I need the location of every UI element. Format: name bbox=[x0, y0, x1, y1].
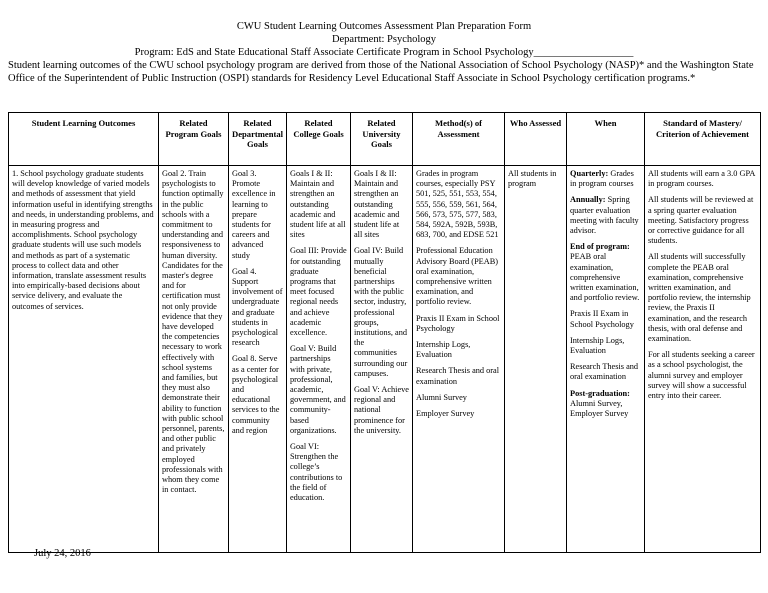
standard-criterion: For all students seeking a career as a school psychologist, the alumni survey and employer survey will show a successful entry into their career. bbox=[648, 350, 755, 401]
university-goal: Goal V: Achieve regional and national prominence for the university. bbox=[354, 385, 409, 435]
when-text: Spring quarter evaluation meeting with faculty advisor. bbox=[570, 195, 639, 236]
when-entry bbox=[570, 362, 641, 382]
assessment-method: Grades in program courses, especially PSY 501, 525, 551, 553, 554, 555, 556, 559, 561, 564, 566, 573, 575, 577, 583, 584, 592A, 592B, 593B, 683, 700, and EDSE 521 bbox=[416, 169, 499, 240]
col-header-university-goals: Related University Goals bbox=[351, 113, 413, 166]
standard-criterion: All students will successfully complete the PEAB oral examination, comprehensive written examination, and portfolio review, the internship review, the Praxis II examination, and the research thesis, with oral defense and examination. bbox=[648, 252, 751, 344]
college-goal: Goals I & II: Maintain and strengthen an outstanding academic and student life at all sites bbox=[290, 169, 346, 240]
assessment-method: Internship Logs, Evaluation bbox=[416, 340, 471, 360]
col-header-departmental-goals: Related Departmental Goals bbox=[229, 113, 287, 166]
when-label: Annually: bbox=[570, 195, 606, 205]
form-title: CWU Student Learning Outcomes Assessment Plan Preparation Form bbox=[236, 21, 532, 32]
assessment-method: Alumni Survey bbox=[416, 392, 467, 402]
assessment-method: Praxis II Exam in School Psychology bbox=[416, 313, 500, 333]
when-entry bbox=[570, 309, 641, 329]
cell-who bbox=[505, 166, 567, 553]
standard-criterion: All students will be reviewed at a spring quarter evaluation meeting. Satisfactory progress or corrective guidance for all students. bbox=[648, 195, 754, 246]
when-entry bbox=[570, 195, 641, 236]
university-goal: Goal IV: Build mutually beneficial partnerships with the public sector, industry, professional groups, institutions, and the communities surrounding our campuses. bbox=[354, 246, 408, 378]
departmental-goal: Goal 8. Serve as a center for psychological and educational services to the community and region bbox=[232, 354, 280, 435]
when-text: Praxis II Exam in School Psychology bbox=[570, 309, 634, 329]
when-text: Grades in program courses bbox=[570, 169, 634, 189]
program-goal-text: Goal 2. Train psychologists to function optimally in the public schools with a commitment to understanding and responsiveness to human diversity. Candidates for the master's degree and for certification must not only provide evidence that they have developed the competencies necessary to work effectively with school systems and families, but they must also demonstrate their ability to function with public school personnel, parents, and other public and privately employed professionals with whom they come in contact. bbox=[162, 169, 225, 495]
who-assessed-text: All students in program bbox=[508, 169, 557, 189]
college-goal: Goal V: Build partnerships with private, professional, academic, government, and community-based organizations. bbox=[290, 344, 346, 435]
when-text: Alumni Survey, Employer Survey bbox=[570, 398, 629, 419]
col-header-when: When bbox=[567, 113, 645, 166]
university-goal: Goals I & II: Maintain and strengthen an outstanding academic and student life at all sites bbox=[354, 169, 400, 240]
departmental-goal: Goal 4. Support involvement of undergraduate and graduate students in psychological research bbox=[232, 266, 283, 348]
col-header-college-goals: Related College Goals bbox=[287, 113, 351, 166]
when-text: Internship Logs, Evaluation bbox=[570, 335, 625, 356]
cell-college-goals bbox=[287, 166, 351, 553]
cell-departmental-goals bbox=[229, 166, 287, 553]
outcome-text: 1. School psychology graduate students will develop knowledge of varied models and methods of assessment that yield information useful in identifying strengths and needs, in understanding problems, and in measuring progress and accomplishments. School psychology graduate students will use such models and methods as part of a systematic process to collect data and other information, translate assessment results into empirically-based decisions about service delivery, and evaluate the outcomes of services. bbox=[12, 169, 154, 311]
when-label: End of program: bbox=[570, 242, 630, 252]
col-header-standard: Standard of Mastery/ Criterion of Achievement bbox=[645, 113, 761, 166]
when-entry bbox=[570, 336, 641, 356]
document-header bbox=[8, 20, 760, 59]
assessment-method: Research Thesis and oral examination bbox=[416, 366, 500, 386]
college-goal: Goal III: Provide for outstanding graduate programs that meet focused regional needs and achieve academic excellence. bbox=[290, 246, 347, 338]
department-line: Department: Psychology bbox=[331, 34, 437, 45]
departmental-goal: Goal 3. Promote excellence in learning to prepare students for careers and advanced study bbox=[232, 169, 276, 260]
cell-when bbox=[567, 166, 645, 553]
when-text: PEAB oral examination, comprehensive written examination, and portfolio review. bbox=[570, 252, 640, 303]
when-label: Post-graduation: bbox=[570, 388, 630, 398]
table-row bbox=[9, 166, 761, 553]
footer-date: July 24, 2016 bbox=[34, 548, 91, 559]
cell-program-goals bbox=[159, 166, 229, 553]
cell-methods bbox=[413, 166, 505, 553]
col-header-who: Who Assessed bbox=[505, 113, 567, 166]
when-entry bbox=[570, 242, 641, 303]
intro-paragraph: Student learning outcomes of the CWU school psychology program are derived from those of the National Association of School Psychology (NASP)* and the Washington State Office of the Superintendent of Public Instruction (OSPI) standards for Residency Level Educational Staff Associate in School Psychology certification programs.* bbox=[8, 60, 754, 84]
cell-university-goals bbox=[351, 166, 413, 553]
cell-standard bbox=[645, 166, 761, 553]
when-label: Quarterly: bbox=[570, 169, 609, 178]
table-header-row bbox=[9, 113, 761, 166]
college-goal: Goal VI: Strengthen the college’s contributions to the field of education. bbox=[290, 442, 343, 503]
assessment-plan-table bbox=[8, 112, 761, 553]
assessment-method: Professional Education Advisory Board (PEAB) oral examination, comprehensive written examination, and portfolio review. bbox=[416, 246, 499, 307]
when-text: Research Thesis and oral examination bbox=[570, 362, 639, 382]
col-header-outcomes: Student Learning Outcomes bbox=[9, 113, 159, 166]
col-header-methods: Method(s) of Assessment bbox=[413, 113, 505, 166]
when-entry bbox=[570, 169, 641, 189]
program-line: Program: EdS and State Educational Staff Associate Certificate Program in School Psychology___________________ bbox=[134, 47, 634, 58]
cell-outcomes bbox=[9, 166, 159, 553]
standard-criterion: All students will earn a 3.0 GPA in program courses. bbox=[648, 169, 755, 189]
when-entry bbox=[570, 389, 641, 420]
col-header-program-goals: Related Program Goals bbox=[159, 113, 229, 166]
assessment-method: Employer Survey bbox=[416, 409, 475, 419]
